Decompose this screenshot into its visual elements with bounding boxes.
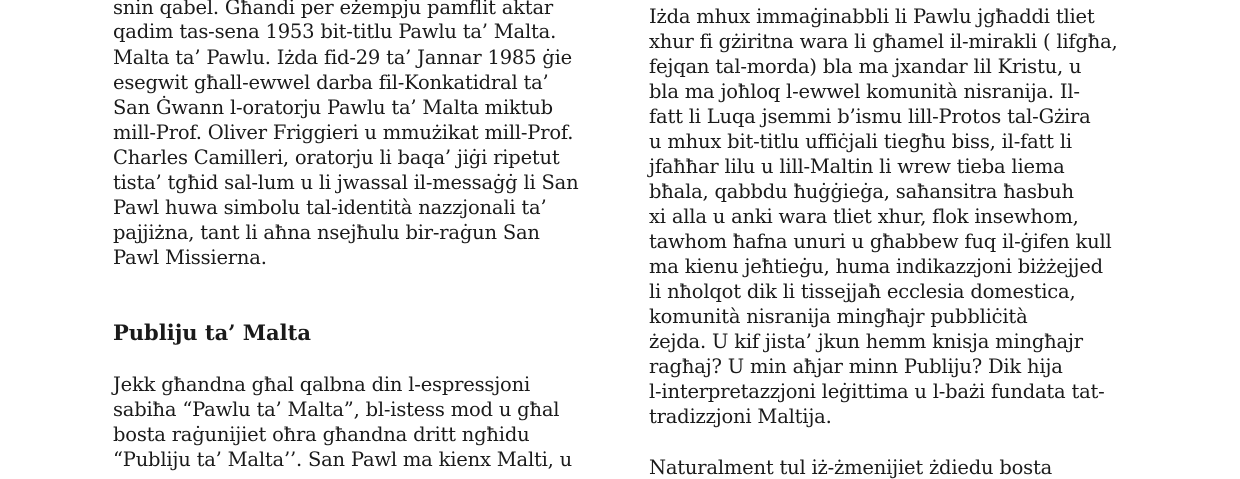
text-line: sabiħa “Pawlu ta’ Malta”, bl-istess mod u għal [113, 398, 560, 421]
text-line: bosta raġunijiet oħra għandna dritt ngħidu [113, 423, 530, 446]
text-line: Pawl huwa simbolu tal-identità nazzjonali ta’ [113, 196, 547, 219]
text-line: tawhom ħafna unuri u għabbew fuq il-ġifen kull [649, 230, 1112, 253]
text-line: esegwit għall-ewwel darba fil-Konkatidral ta’ [113, 71, 549, 94]
text-line: ragħaj? U min aħjar minn Publiju? Dik hija [649, 355, 1063, 378]
text-line: li nħolqot dik li tissejjaħ ecclesia domestica, [649, 280, 1076, 303]
text-line: snin qabel. Għandi per eżempju pamflit aktar [113, 0, 553, 19]
text-line: xhur fi gżiritna wara li għamel il-mirakli ( lifgħa, [649, 30, 1118, 53]
text-line: fatt li Luqa jsemmi b’ismu lill-Protos tal-Gżira [649, 105, 1091, 128]
text-line: qadim tas-sena 1953 bit-titlu Pawlu ta’ Malta. [113, 20, 557, 43]
text-line: Jekk għandna għal qalbna din l-espressjoni [113, 373, 530, 396]
text-line: bħala, qabbdu ħuġġieġa, saħansitra ħasbuh [649, 180, 1074, 203]
text-line: tista’ tgħid sal-lum u li jwassal il-messaġġ li San [113, 171, 579, 194]
text-line: mill-Prof. Oliver Friggieri u mmużikat mill-Prof. [113, 121, 574, 144]
text-line: jfaħħar lilu u lill-Maltin li wrew tieba liema [649, 155, 1065, 178]
section-heading: Publiju ta’ Malta [113, 320, 311, 345]
text-line: Naturalment tul iż-żmenijiet żdiedu bosta [649, 456, 1053, 479]
text-line: żejda. U kif jista’ jkun hemm knisja mingħajr [649, 330, 1083, 353]
text-line: xi alla u anki wara tliet xhur, flok insewhom, [649, 205, 1079, 228]
text-line: tradizzjoni Maltija. [649, 405, 832, 428]
text-line: San Ġwann l-oratorju Pawlu ta’ Malta miktub [113, 96, 553, 119]
text-line: komunità nisranija mingħajr pubbliċità [649, 305, 1028, 328]
text-line: “Publiju ta’ Malta’’. San Pawl ma kienx Malti, u [113, 448, 573, 471]
text-line: Pawl Missierna. [113, 246, 267, 269]
text-line: l-interpretazzjoni leġittima u l-bażi fundata tat- [649, 380, 1105, 403]
text-line: Charles Camilleri, oratorju li baqa’ jiġi ripetut [113, 146, 560, 169]
text-line: ma kienu jeħtieġu, huma indikazzjoni biżżejjed [649, 255, 1103, 278]
text-line: u mhux bit-titlu uffiċjali tiegħu biss, il-fatt li [649, 130, 1072, 153]
text-line: Iżda mhux immaġinabbli li Pawlu jgħaddi tliet [649, 5, 1095, 28]
text-line: Malta ta’ Pawlu. Iżda fid-29 ta’ Jannar 1985 ġie [113, 46, 572, 69]
text-line: pajjiżna, tant li aħna nsejħulu bir-raġun San [113, 221, 540, 244]
text-line: fejqan tal-morda) bla ma jxandar lil Kristu, u [649, 55, 1082, 78]
text-line: bla ma joħloq l-ewwel komunità nisranija. Il- [649, 80, 1080, 103]
